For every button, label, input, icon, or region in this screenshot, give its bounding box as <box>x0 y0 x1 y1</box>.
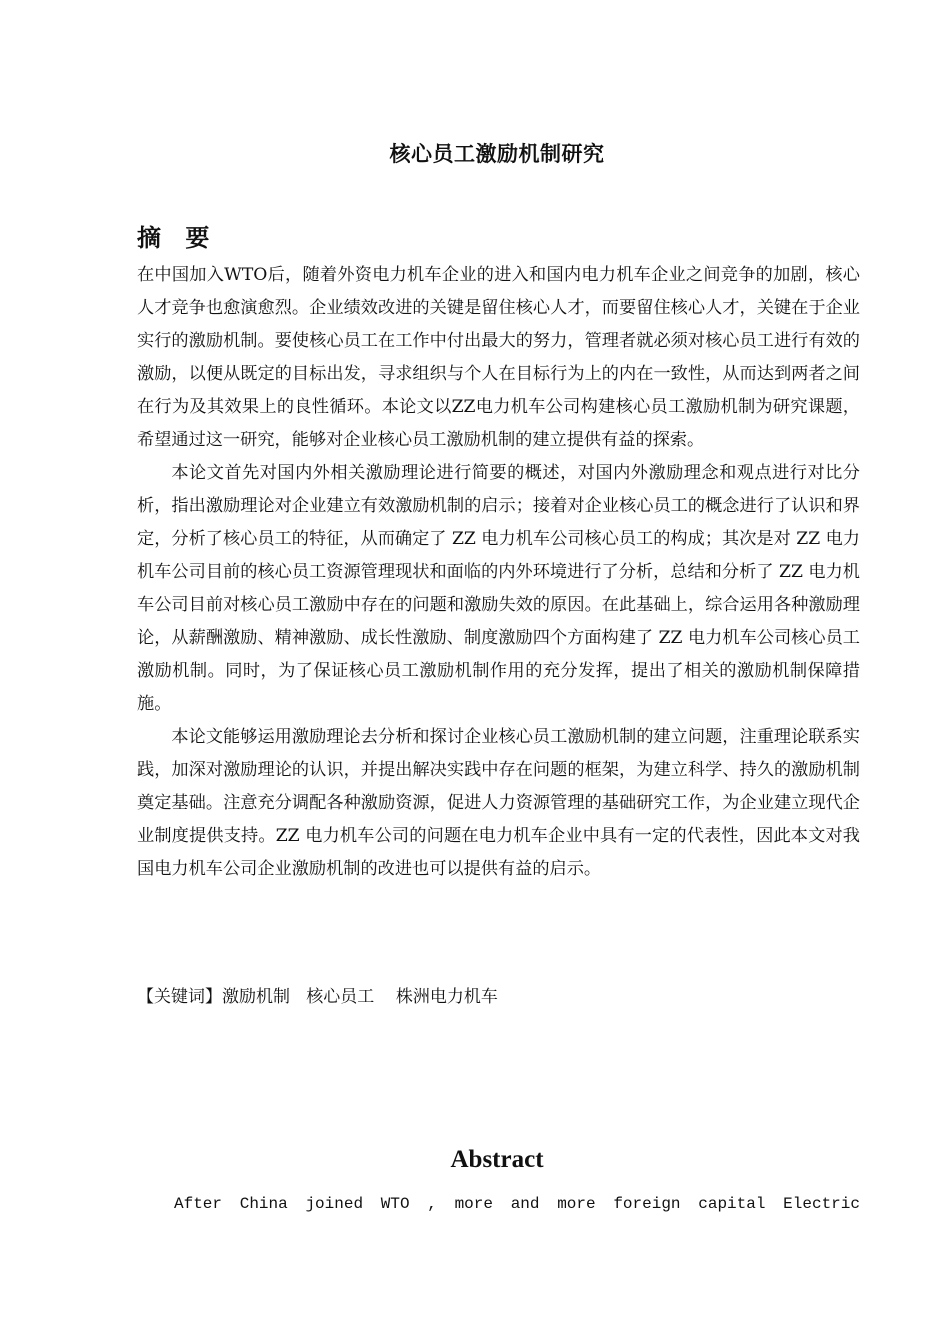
abstract-body-zh <box>137 259 860 886</box>
en-word: more <box>557 1195 596 1213</box>
abstract-paragraph-1: 在中国加入WTO后，随着外资电力机车企业的进入和国内电力机车企业之间竞争的加剧，核心人才竞争也愈演愈烈。企业绩效改进的关键是留住核心人才，而要留住核心人才，关键在于企业实行的激励机制。要使核心员工在工作中付出最大的努力，管理者就必须对核心员工进行有效的激励，以便从既定的目标出发，寻求组织与个人在目标行为上的内在一致性，从而达到两者之间在行为及其效果上的良性循环。本论文以ZZ电力机车公司构建核心员工激励机制为研究课题，希望通过这一研究，能够对企业核心员工激励机制的建立提供有益的探索。 <box>137 265 860 450</box>
en-word: WTO <box>380 1195 410 1213</box>
abstract-paragraph-2: 本论文首先对国内外相关激励理论进行简要的概述，对国内外激励理念和观点进行对比分析，指出激励理论对企业建立有效激励机制的启示；接着对企业核心员工的概念进行了认识和界定，分析了核心员工的特征，从而确定了 ZZ 电力机车公司核心员工的构成；其次是对 ZZ 电力机车公司目前的核心员工资源管理现状和面临的内外环境进行了分析，总结和分析了 ZZ 电力机车公司目前对核心员工激励中存在的问题和激励失效的原因。在此基础上，综合运用各种激励理论，从薪酬激励、精神激励、成长性激励、制度激励四个方面构建了 ZZ 电力机车公司核心员工激励机制。同时，为了保证核心员工激励机制作用的充分发挥，提出了相关的激励机制保障措施。 <box>137 463 860 714</box>
keywords-values: 激励机制 核心员工 株洲电力机车 <box>222 987 498 1007</box>
abstract-paragraph-3: 本论文能够运用激励理论去分析和探讨企业核心员工激励机制的建立问题，注重理论联系实践，加深对激励理论的认识，并提出解决实践中存在问题的框架，为建立科学、持久的激励机制奠定基础。注意充分调配各种激励资源，促进人力资源管理的基础研究工作，为企业建立现代企业制度提供支持。ZZ 电力机车公司的问题在电力机车企业中具有一定的代表性，因此本文对我国电力机车公司企业激励机制的改进也可以提供有益的启示。 <box>137 727 860 879</box>
keywords-label: 【关键词】 <box>137 987 222 1007</box>
document-title: 核心员工激励机制研究 <box>389 141 605 166</box>
en-word: Electric <box>783 1195 860 1213</box>
abstract-body-en-first-line <box>174 1192 860 1216</box>
en-word: and <box>510 1195 540 1213</box>
en-word: joined <box>305 1195 364 1213</box>
abstract-heading-zh: 摘 要 <box>137 223 218 252</box>
en-word: After <box>174 1195 223 1213</box>
abstract-heading-en: Abstract <box>450 1146 544 1173</box>
en-word: , <box>427 1195 437 1213</box>
en-word: more <box>454 1195 493 1213</box>
en-word: capital <box>698 1195 766 1213</box>
keywords-line <box>137 984 498 1010</box>
en-word: foreign <box>613 1195 681 1213</box>
en-word: China <box>239 1195 288 1213</box>
